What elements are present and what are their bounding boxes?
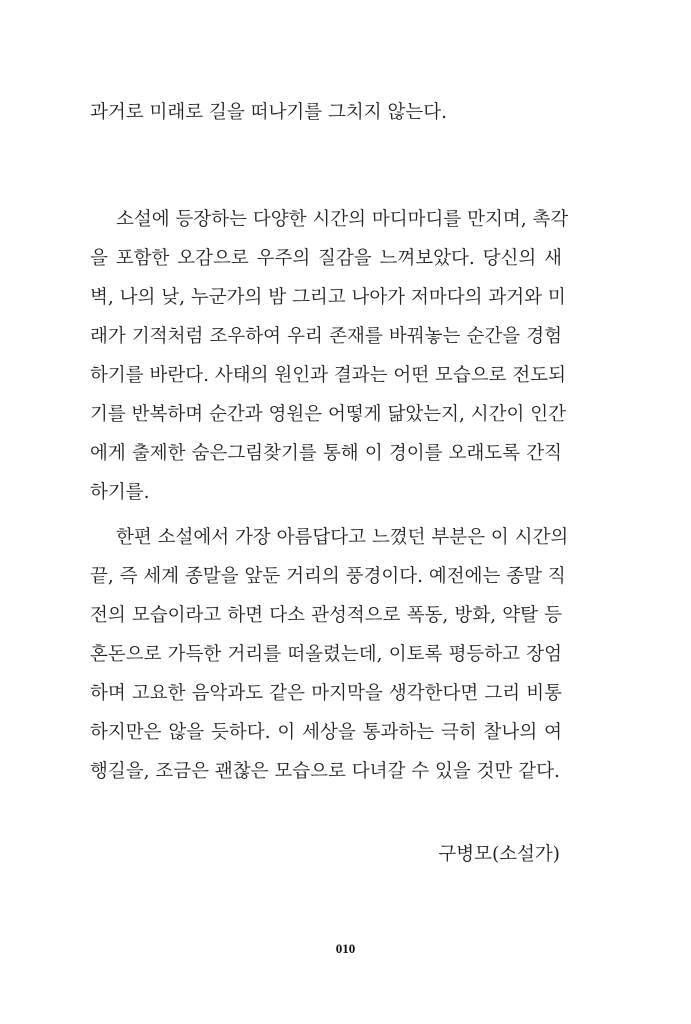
paragraph-2-line: 에게 출제한 숨은그림찾기를 통해 이 경이를 오래도록 간직 (90, 443, 562, 464)
paragraph-2-line: 소설에 등장하는 다양한 시간의 마디마디를 만지며, 촉각 (116, 209, 569, 230)
paragraph-2-line: 기를 반복하며 순간과 영원은 어떻게 닮았는지, 시간이 인간 (90, 404, 566, 425)
paragraph-3-line: 하지만은 않을 듯하다. 이 세상을 통과하는 극히 찰나의 여 (90, 722, 562, 743)
paragraph-2-line: 을 포함한 오감으로 우주의 질감을 느껴보았다. 당신의 새 (90, 248, 562, 269)
author-signature: 구병모(소설가) (438, 844, 560, 865)
paragraph-2-line: 래가 기적처럼 조우하여 우리 존재를 바꿔놓는 순간을 경험 (90, 326, 562, 347)
paragraph-2-line: 하기를 바란다. 사태의 원인과 결과는 어떤 모습으로 전도되 (90, 365, 566, 386)
paragraph-2-line: 하기를. (90, 482, 150, 503)
paragraph-1-line: 과거로 미래로 길을 떠나기를 그치지 않는다. (90, 102, 447, 123)
paragraph-3-line: 혼돈으로 가득한 거리를 떠올렸는데, 이토록 평등하고 장엄 (90, 644, 562, 665)
page-number: 010 (335, 941, 356, 956)
paragraph-3-line: 하며 고요한 음악과도 같은 마지막을 생각한다면 그리 비통 (90, 683, 562, 704)
paragraph-3-line: 끝, 즉 세계 종말을 앞둔 거리의 풍경이다. 예전에는 종말 직 (90, 566, 566, 587)
paragraph-2-line: 벽, 나의 낮, 누군가의 밤 그리고 나아가 저마다의 과거와 미 (90, 287, 566, 308)
paragraph-3-line: 전의 모습이라고 하면 다소 관성적으로 폭동, 방화, 약탈 등 (90, 605, 562, 626)
paragraph-3-line: 한편 소설에서 가장 아름답다고 느꼈던 부분은 이 시간의 (116, 527, 569, 548)
paragraph-3-line: 행길을, 조금은 괜찮은 모습으로 다녀갈 수 있을 것만 같다. (90, 761, 560, 782)
